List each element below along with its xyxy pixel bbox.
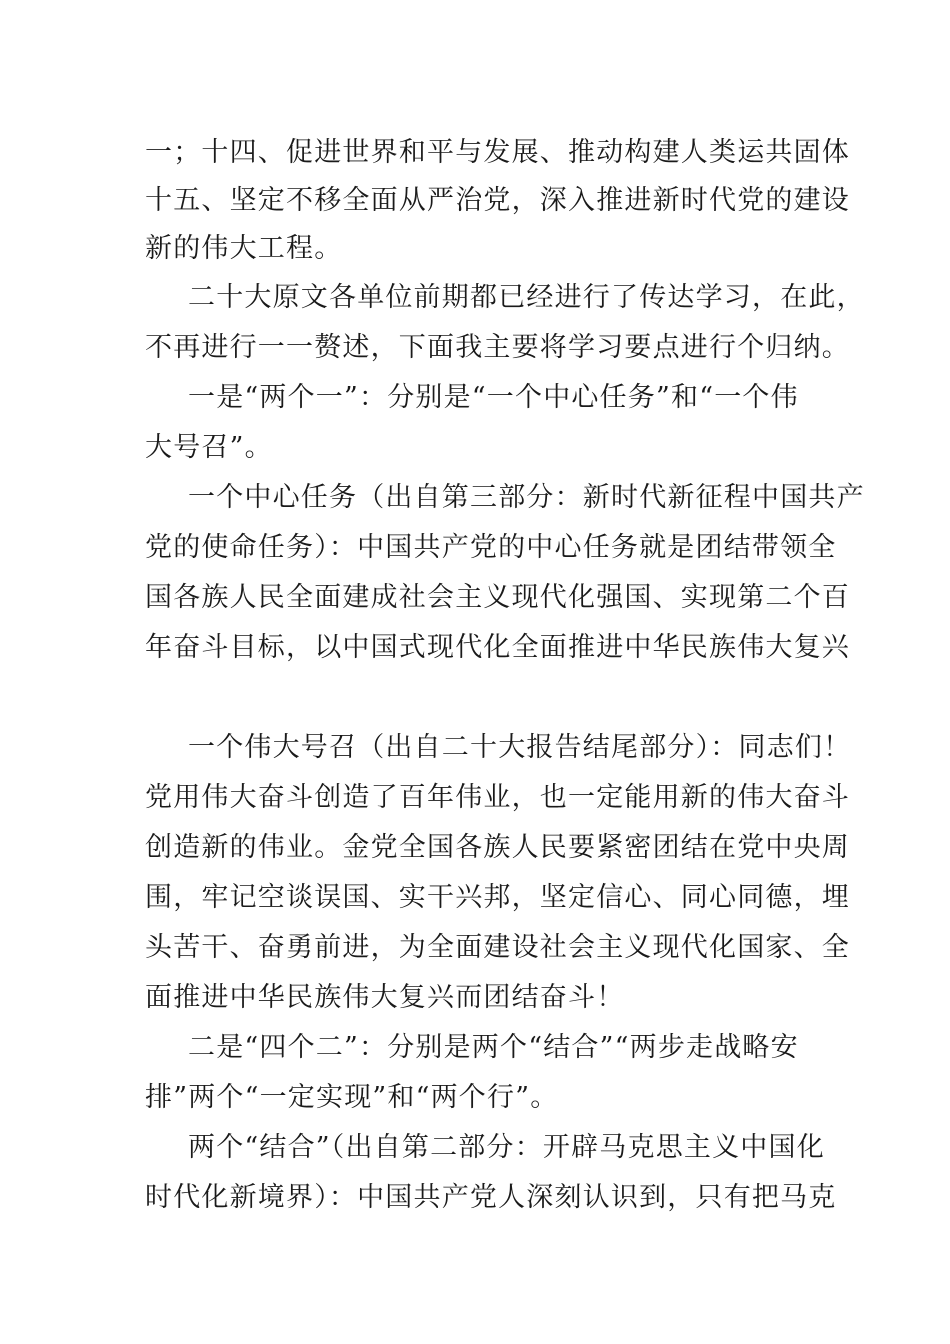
text-line: 不再进行一一赘述，下面我主要将学习要点进行个归纳。 (145, 332, 850, 363)
text-line: 新的伟大工程。 (145, 233, 343, 264)
text-line: 排”两个“一定实现”和“两个行”。 (145, 1082, 559, 1113)
paragraph-start: 两个“结合”（出自第二部分：开辟马克思主义中国化 (188, 1132, 825, 1163)
text-line: 党的使命任务）：中国共产党的中心任务就是团结带领全 (145, 532, 837, 563)
text-line: 一；十四、促进世界和平与发展、推动构建人类运共固体 (145, 137, 850, 168)
text-line: 围，牢记空谈误国、实干兴邦，坚定信心、同心同德，埋 (145, 882, 850, 913)
paragraph-start: 一是“两个一”：分别是“一个中心任务”和“一个伟 (188, 382, 799, 413)
paragraph-start: 一个中心任务（出自第三部分：新时代新征程中国共产 (188, 482, 865, 513)
text-line: 创造新的伟业。金党全国各族人民要紧密团结在党中央周 (145, 832, 850, 863)
text-line: 头苦干、奋勇前进，为全面建设社会主义现代化国家、全 (145, 932, 850, 963)
text-line: 面推进中华民族伟大复兴而团结奋斗！ (145, 982, 625, 1013)
paragraph-start: 二十大原文各单位前期都已经进行了传达学习，在此， (188, 282, 865, 313)
text-line: 十五、坚定不移全面从严治党，深入推进新时代党的建设 (145, 185, 850, 216)
text-line: 党用伟大奋斗创造了百年伟业，也一定能用新的伟大奋斗 (145, 782, 850, 813)
paragraph-start: 一个伟大号召（出自二十大报告结尾部分）：同志们！ (188, 732, 852, 763)
text-line: 时代化新境界）：中国共产党人深刻认识到，只有把马克 (145, 1182, 837, 1213)
text-line: 大号召”。 (145, 432, 273, 463)
text-line: 国各族人民全面建成社会主义现代化强国、实现第二个百 (145, 582, 850, 613)
paragraph-start: 二是“四个二”：分别是两个“结合”“两步走战略安 (188, 1032, 799, 1063)
text-line: 年奋斗目标，以中国式现代化全面推进中华民族伟大复兴 (145, 632, 850, 663)
